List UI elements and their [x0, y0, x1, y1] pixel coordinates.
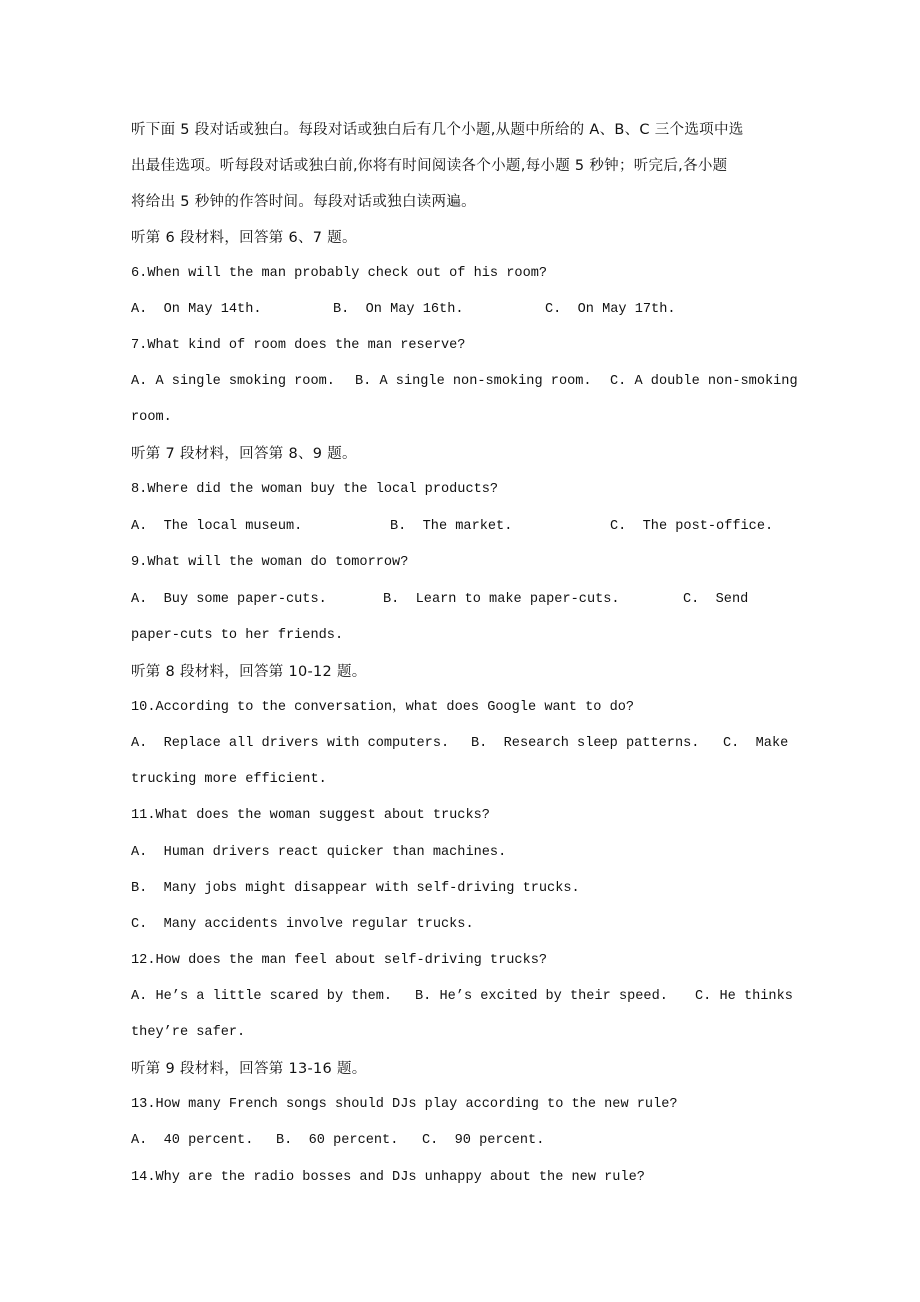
- option-b: B. A single non-smoking room.: [355, 374, 592, 389]
- instructions-line: 听下面 5 段对话或独白。每段对话或独白后有几个小题,从题中所给的 A、B、C 三个选项中选: [131, 122, 744, 138]
- option-continuation: they’re safer.: [131, 1025, 246, 1040]
- question-11: 11.What does the woman suggest about trucks?: [131, 808, 490, 823]
- option-a: A. The local museum.: [131, 519, 303, 534]
- option-continuation: room.: [131, 410, 172, 425]
- options-9: [131, 589, 831, 611]
- instructions-line: 出最佳选项。听每段对话或独白前,你将有时间阅读各个小题,每小题 5 秒钟；听完后,各小题: [131, 158, 728, 174]
- question-14: 14.Why are the radio bosses and DJs unhappy about the new rule?: [131, 1170, 645, 1185]
- option-b: B. Learn to make paper-cuts.: [383, 592, 620, 607]
- option-c: C. The post-office.: [610, 519, 774, 534]
- option-b: B. On May 16th.: [333, 302, 464, 317]
- section-heading: 听第 9 段材料，回答第 13-16 题。: [131, 1061, 367, 1077]
- option-a: A. A single smoking room.: [131, 374, 335, 389]
- section-heading: 听第 7 段材料，回答第 8、9 题。: [131, 446, 357, 462]
- option-c: C. He thinks: [695, 989, 793, 1004]
- question-7: 7.What kind of room does the man reserve?: [131, 338, 466, 353]
- option-c: C. A double non-smoking: [610, 374, 798, 389]
- option-a: A. On May 14th.: [131, 302, 262, 317]
- option-a: A. He’s a little scared by them.: [131, 989, 393, 1004]
- instructions-line: 将给出 5 秒钟的作答时间。每段对话或独白读两遍。: [131, 194, 476, 210]
- option-continuation: trucking more efficient.: [131, 772, 327, 787]
- option-b: B. 60 percent.: [276, 1133, 399, 1148]
- option-c: C. Send: [683, 592, 749, 607]
- question-12: 12.How does the man feel about self-driving trucks?: [131, 953, 548, 968]
- options-10: [131, 733, 831, 755]
- question-8: 8.Where did the woman buy the local products?: [131, 482, 499, 497]
- option-c: C. Many accidents involve regular trucks.: [131, 917, 474, 932]
- question-10: 10.According to the conversation，what does Google want to do?: [131, 700, 635, 715]
- question-13: 13.How many French songs should DJs play according to the new rule?: [131, 1097, 678, 1112]
- option-b: B. Many jobs might disappear with self-driving trucks.: [131, 881, 580, 896]
- options-12: [131, 986, 831, 1008]
- option-b: B. Research sleep patterns.: [471, 736, 700, 751]
- options-6: [131, 299, 831, 321]
- option-c: C. Make: [723, 736, 789, 751]
- option-b: B. The market.: [390, 519, 513, 534]
- option-a: A. 40 percent.: [131, 1133, 254, 1148]
- section-heading: 听第 6 段材料，回答第 6、7 题。: [131, 230, 357, 246]
- section-heading: 听第 8 段材料，回答第 10-12 题。: [131, 664, 367, 680]
- option-b: B. He’s excited by their speed.: [415, 989, 668, 1004]
- option-c: C. On May 17th.: [545, 302, 676, 317]
- option-a: A. Human drivers react quicker than machines.: [131, 845, 507, 860]
- options-7: [131, 371, 831, 393]
- question-6: 6.When will the man probably check out of his room?: [131, 266, 548, 281]
- option-c: C. 90 percent.: [422, 1133, 545, 1148]
- options-13: [131, 1130, 831, 1152]
- options-8: [131, 516, 831, 538]
- option-a: A. Buy some paper-cuts.: [131, 592, 327, 607]
- option-continuation: paper-cuts to her friends.: [131, 628, 344, 643]
- option-a: A. Replace all drivers with computers.: [131, 736, 450, 751]
- question-9: 9.What will the woman do tomorrow?: [131, 555, 409, 570]
